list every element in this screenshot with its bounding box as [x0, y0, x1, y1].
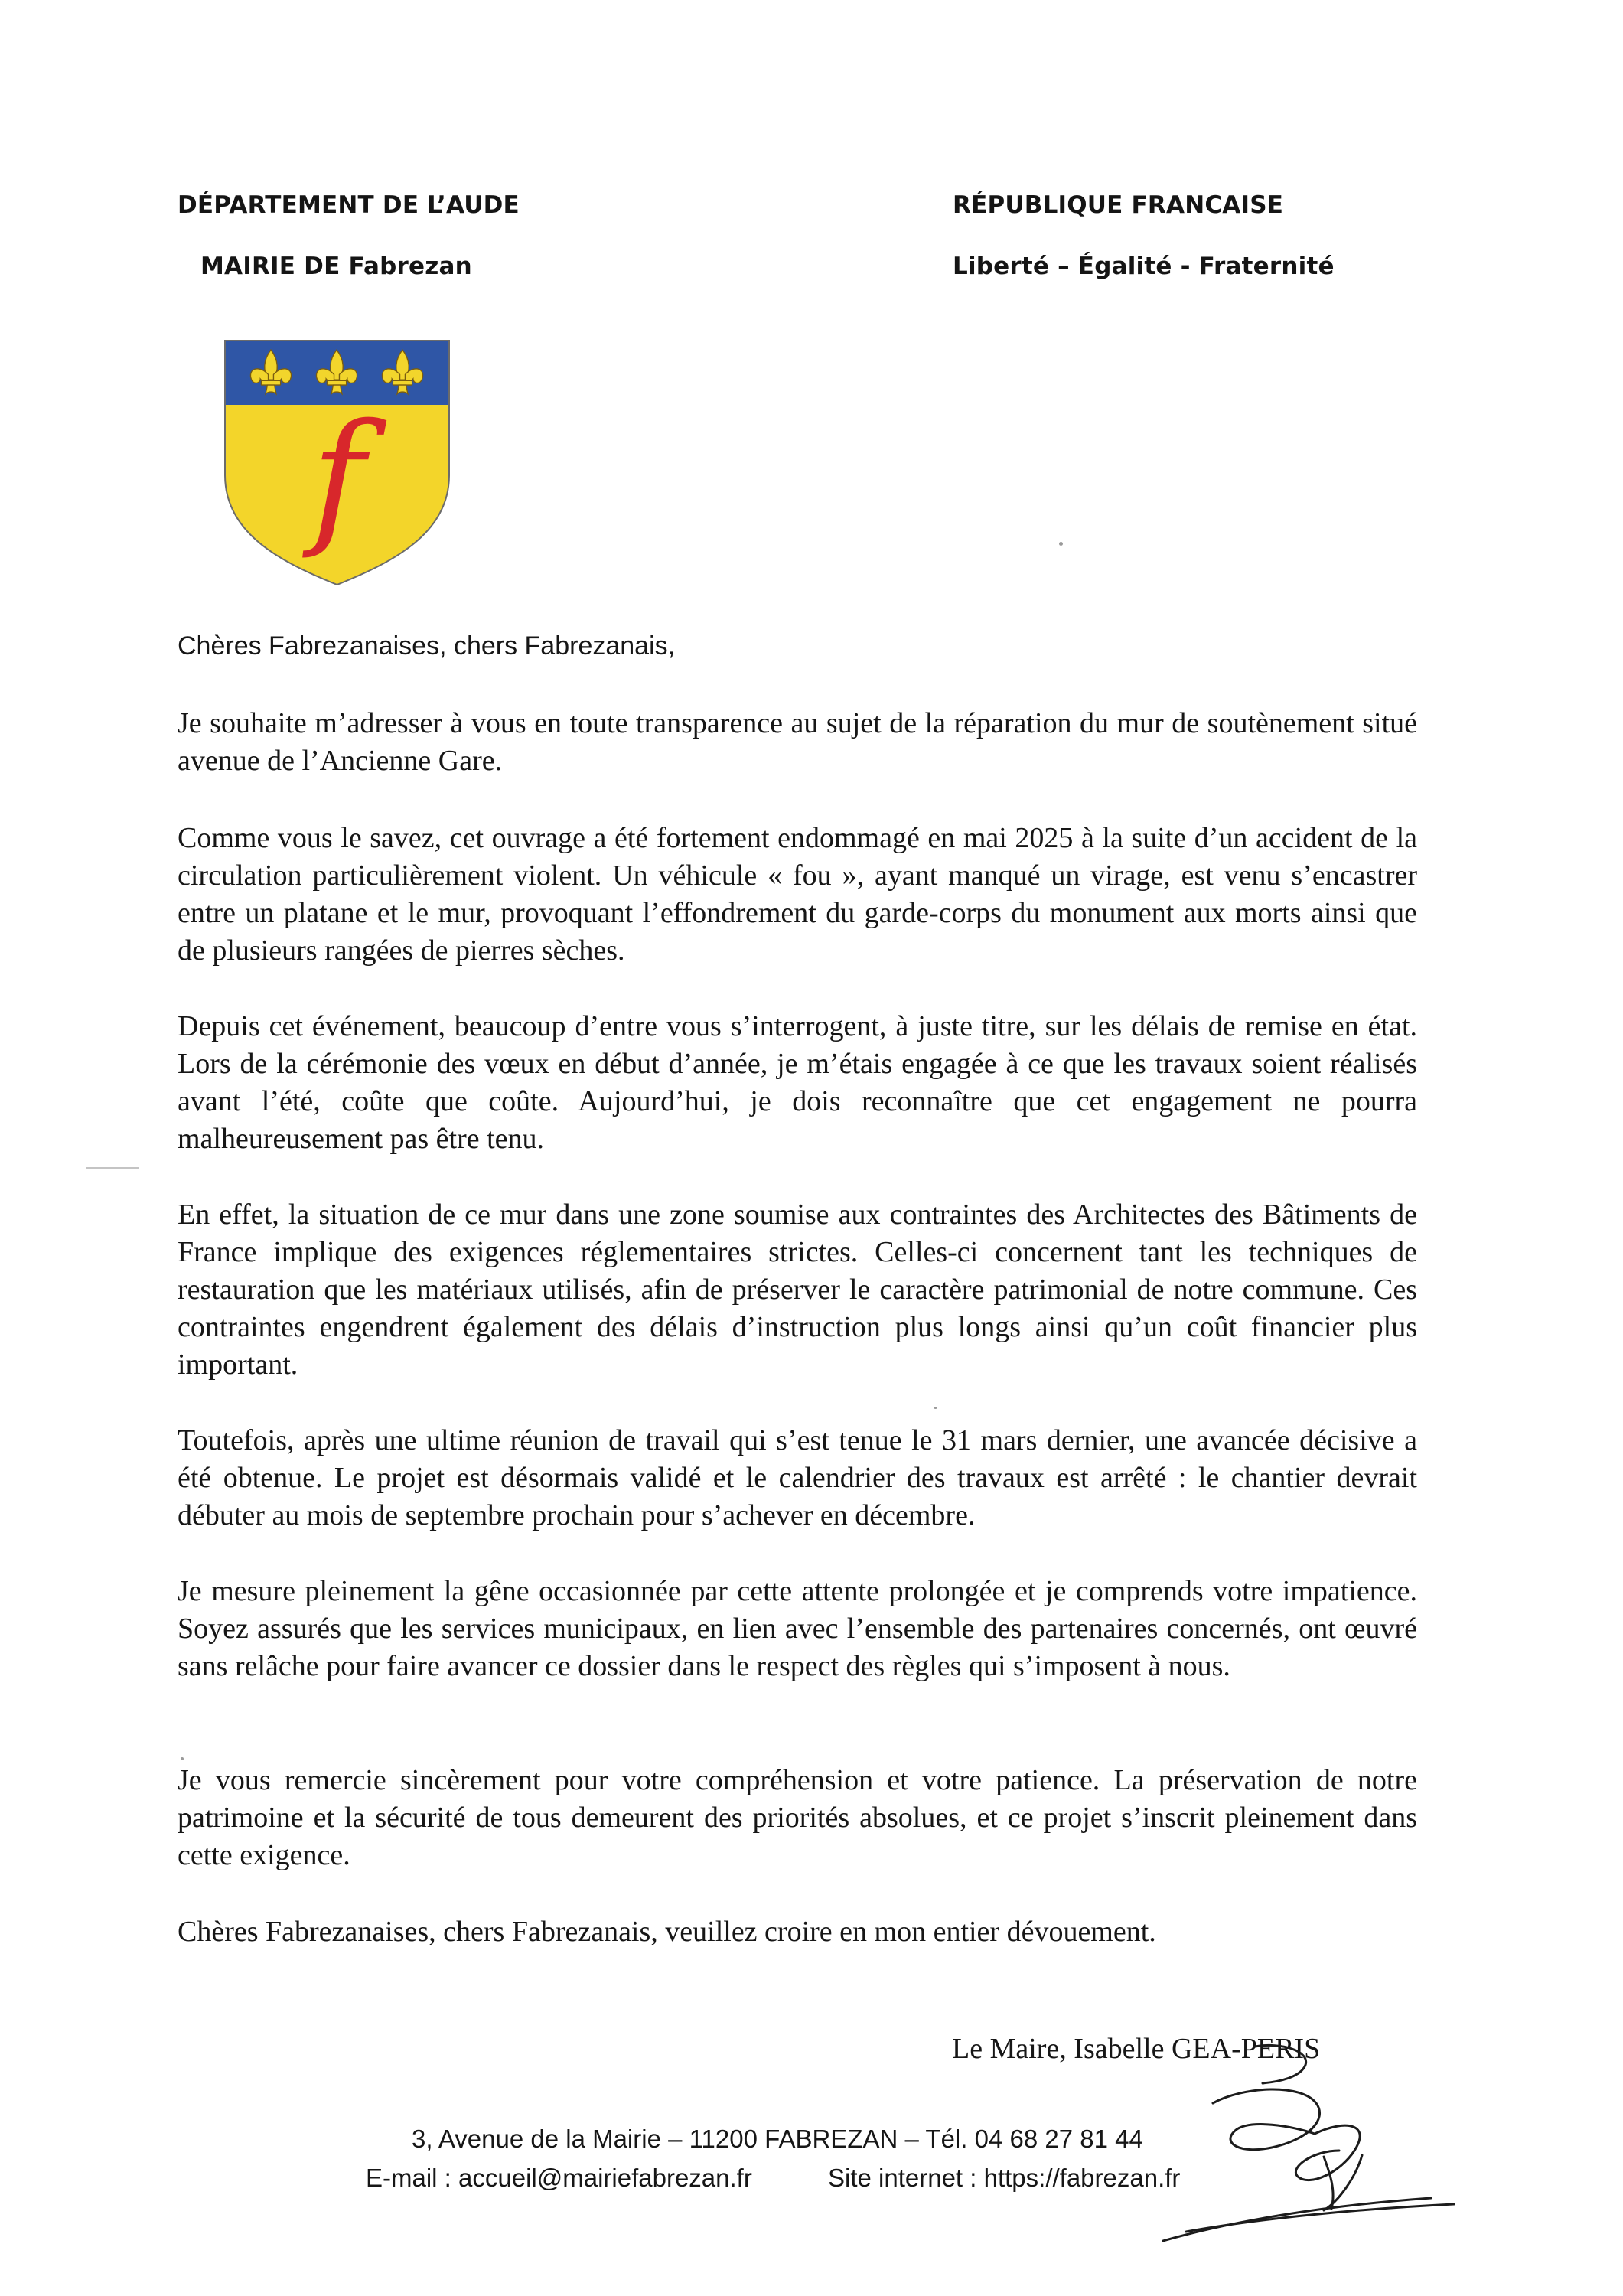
fabrezan-coat-of-arms-icon — [223, 339, 451, 586]
scan-speck — [934, 1407, 937, 1409]
footer-email: E-mail : accueil@mairiefabrezan.fr — [366, 2164, 752, 2192]
motto-heading: Liberté – Égalité - Fraternité — [953, 253, 1335, 280]
scan-mark — [86, 1167, 139, 1169]
mairie-heading: MAIRIE DE Fabrezan — [200, 253, 472, 280]
paragraph: Je souhaite m’adresser à vous en toute transparence au sujet de la réparation du mur de soutènement situé avenue de l’Ancienne Gare. — [178, 707, 1417, 777]
signatory-name: Le Maire, Isabelle GEA-PERIS — [952, 2033, 1321, 2065]
paragraph: Je vous remercie sincèrement pour votre compréhension et votre patience. La préservation de notre patrimoine et la sécurité de tous demeurent des priorités absolues, et ce projet s’inscrit pleinement dans cette exigence. — [178, 1764, 1417, 1871]
scan-speck — [1059, 542, 1063, 546]
crest-letter: f — [311, 393, 366, 562]
paragraph: Je mesure pleinement la gêne occasionnée par cette attente prolongée et je comprends votre impatience. Soyez assurés que les services municipaux, en lien avec l’ensemble des partenaires concernés, ont œuvré sans relâche pour faire avancer ce dossier dans le respect des règles qui s’imposent à nous. — [178, 1575, 1417, 1682]
paragraph: En effet, la situation de ce mur dans une zone soumise aux contraintes des Architectes des Bâtiments de France implique des exigences réglementaires strictes. Celles-ci concernent tant les techniques de restauration que les matériaux utilisés, afin de préserver le caractère patrimonial de notre commune. Ces contraintes engendrent également des délais d’instruction plus longs ainsi qu’un coût financier plus important. — [178, 1199, 1417, 1381]
closing-line: Chères Fabrezanaises, chers Fabrezanais, veuillez croire en mon entier dévouement. — [178, 1916, 1156, 1948]
republic-heading: RÉPUBLIQUE FRANCAISE — [953, 191, 1284, 219]
greeting: Chères Fabrezanaises, chers Fabrezanais, — [178, 631, 676, 660]
scan-speck — [181, 1757, 184, 1760]
footer-address: 3, Avenue de la Mairie – 11200 FABREZAN – Tél. 04 68 27 81 44 — [412, 2125, 1143, 2153]
department-heading: DÉPARTEMENT DE L’AUDE — [178, 191, 520, 219]
paragraph: Toutefois, après une ultime réunion de travail qui s’est tenue le 31 mars dernier, une avancée décisive a été obtenue. Le projet est désormais validé et le calendrier des travaux est arrêté : le chantier devrait débuter au mois de septembre prochain pour s’achever en décembre. — [178, 1424, 1417, 1531]
paragraph: Depuis cet événement, beaucoup d’entre vous s’interrogent, à juste titre, sur les délais de remise en état. Lors de la cérémonie des vœux en début d’année, je m’étais engagée à ce que les travaux soient réalisés avant l’été, coûte que coûte. Aujourd’hui, je dois reconnaître que cet engagement ne pourra malheureusement pas être tenu. — [178, 1010, 1417, 1155]
paragraph: Comme vous le savez, cet ouvrage a été fortement endommagé en mai 2025 à la suite d’un accident de la circulation particulièrement violent. Un véhicule « fou », ayant manqué un virage, est venu s’encastrer entre un platane et le mur, provoquant l’effondrement du garde-corps du monument aux morts ainsi que de plusieurs rangées de pierres sèches. — [178, 822, 1417, 967]
footer-website: Site internet : https://fabrezan.fr — [828, 2164, 1181, 2192]
